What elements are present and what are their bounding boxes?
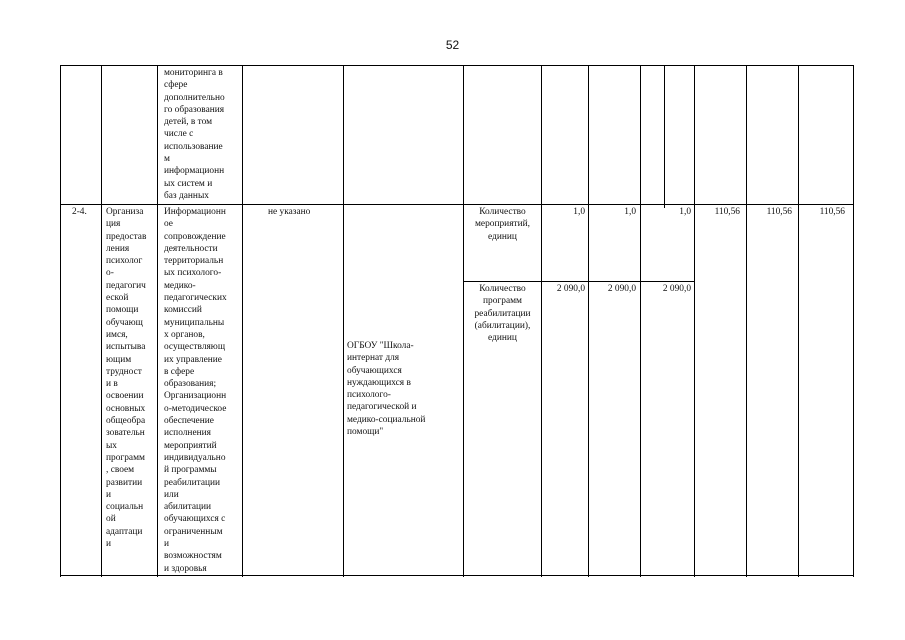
row-separator [60,204,854,205]
col-border [640,65,641,577]
row-number: 2-4. [72,207,87,217]
col-border [101,65,102,577]
indicator-value: 1,0 [624,207,636,217]
finance-value: 110,56 [819,207,845,217]
col-border [242,65,243,577]
col-border [853,65,854,577]
col-border [664,65,665,208]
continued-description: мониторинга в сфере дополнительно го образования детей, в том числе с использование м информационн ых систем и баз данных [164,68,225,201]
measure-description: Информационн ое сопровождение деятельности территориальн ых психолого- медико- педагогических комиссий муниципальны х органов, осуществляющ их управление в сфере образования; Организационн о-методическое обеспечение исполнения мероприятий индивидуально й программы реабилитации или абилитации обучающихся с ограниченным и возможностям и здоровья [164,207,227,574]
col-border [157,65,158,577]
table-bottom-border [60,575,854,576]
indicator-value: 2 090,0 [662,284,691,294]
indicator-value: 2 090,0 [556,284,585,294]
page-number: 52 [445,38,460,52]
executor-name: ОГБОУ "Школа- интернат для обучающихся нуждающихся в психолого- педагогической и медико-социальной помощи" [347,341,426,438]
indicator-value: 2 090,0 [607,284,636,294]
col-border [541,65,542,577]
finance-value: 110,56 [714,207,740,217]
table-top-border [60,65,854,66]
col-border [746,65,747,577]
indicator-name: Количество мероприятий, единиц [475,207,530,242]
col-border [798,65,799,577]
indicator-value: 1,0 [679,207,691,217]
col-border [694,65,695,577]
finance-value: 110,56 [766,207,792,217]
col-border [60,65,61,577]
col-border [588,65,589,577]
status-text: не указано [268,207,311,217]
measure-name: Организа ция предостав ления психолог о- педагогич еской помощи обучающ имся, испытыва ющим трудност и в освоении основных общеобра зовательн ых программ , своем развитии и социальн ой адаптаци и [106,207,147,550]
col-border [343,65,344,577]
indicator-separator [463,281,694,282]
program-table [60,65,854,577]
indicator-value: 1,0 [573,207,585,217]
indicator-name: Количество программ реабилитации (абилитации), единиц [474,284,531,344]
